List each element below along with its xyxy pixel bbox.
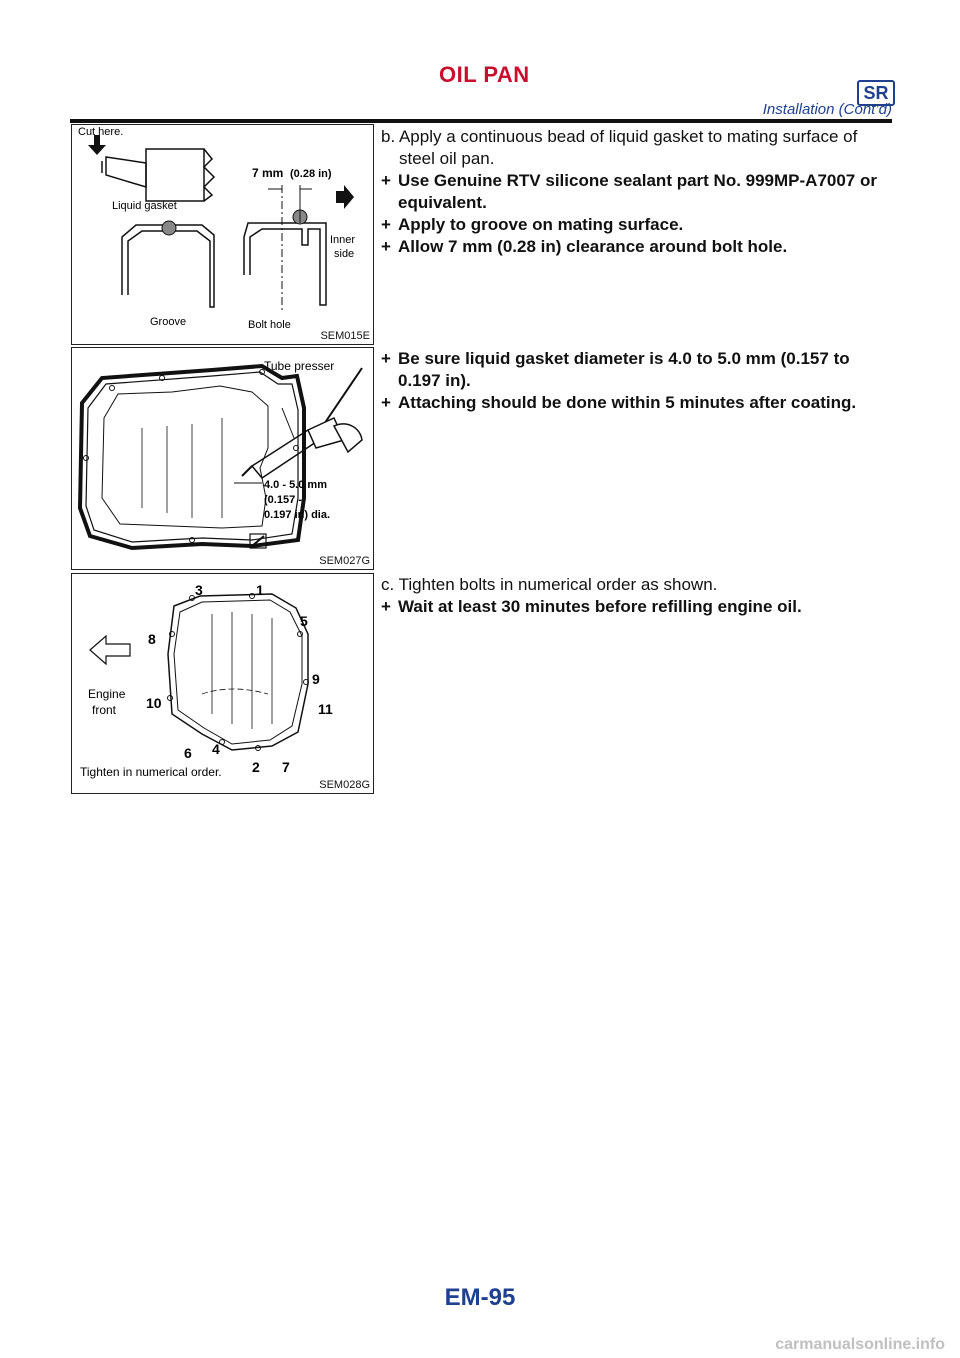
bolt-number-8: 8 <box>148 631 156 647</box>
bolt-number-6: 6 <box>184 745 192 761</box>
figure-tube-presser <box>71 347 374 570</box>
figure-code: SEM028G <box>319 779 370 791</box>
step-c: c. Tighten bolts in numerical order as shown. <box>381 575 718 594</box>
bullet-item <box>381 596 893 618</box>
label-dimension: 7 mm <box>252 166 284 180</box>
bolt-number-1: 1 <box>256 582 264 598</box>
label-diameter-3: 0.197 in) dia. <box>264 509 331 521</box>
watermark: carmanualsonline.info <box>775 1336 945 1353</box>
label-diameter-2: (0.157 - <box>264 494 302 506</box>
bolt-number-10: 10 <box>146 695 162 711</box>
bullet-item <box>381 214 893 236</box>
arrow-down-icon <box>88 135 106 155</box>
bullet-mark: + <box>381 349 391 368</box>
page-subtitle: Installation (Cont’d) <box>762 101 892 118</box>
bolt-number-4: 4 <box>212 741 220 757</box>
bullet-mark: + <box>381 171 391 190</box>
arrow-right-icon <box>336 185 354 209</box>
liquid-gasket-illustration <box>72 125 373 344</box>
label-engine: Engine <box>88 687 126 701</box>
bullet-text: Apply to groove on mating surface. <box>398 215 684 234</box>
bolt-number-11: 11 <box>318 701 333 717</box>
bullet-mark: + <box>381 215 391 234</box>
label-groove: Groove <box>150 316 187 328</box>
label-dimension-in: (0.28 in) <box>290 168 332 180</box>
label-diameter-1: 4.0 - 5.0 mm <box>264 479 327 491</box>
bullet-item <box>381 170 893 214</box>
bullet-text: Allow 7 mm (0.28 in) clearance around bolt hole. <box>398 237 788 256</box>
bolt-number-2: 2 <box>252 759 260 775</box>
bolt-number-7: 7 <box>282 759 290 775</box>
bolt-number-5: 5 <box>300 613 308 629</box>
bullet-text: Attaching should be done within 5 minutes after coating. <box>398 393 857 412</box>
bolt-order-illustration <box>72 574 373 793</box>
bullet-item <box>381 348 893 392</box>
arrow-left-icon <box>90 636 130 664</box>
label-tighten: Tighten in numerical order. <box>80 765 222 779</box>
bullet-mark: + <box>381 237 391 256</box>
page-title: OIL PAN <box>439 62 530 87</box>
bullet-text: Use Genuine RTV silicone sealant part No. 999MP-A7007 or equivalent. <box>398 171 877 212</box>
bolt-number-3: 3 <box>195 582 203 598</box>
instructions-apply-gasket <box>381 126 893 258</box>
bolt-number-9: 9 <box>312 671 320 687</box>
bullet-text: Wait at least 30 minutes before refilling engine oil. <box>398 597 802 616</box>
bullet-text: Be sure liquid gasket diameter is 4.0 to 5.0 mm (0.157 to 0.197 in). <box>398 349 850 390</box>
step-b: b. Apply a continuous bead of liquid gasket to mating surface of steel oil pan. <box>381 127 858 168</box>
figure-tightening-order <box>71 573 374 794</box>
instructions-tighten <box>381 574 893 618</box>
label-bolt-hole: Bolt hole <box>248 319 291 331</box>
bullet-mark: + <box>381 393 391 412</box>
label-liquid-gasket: Liquid gasket <box>112 200 177 212</box>
page-number: EM-95 <box>444 1284 516 1311</box>
label-inner: Inner <box>330 234 356 246</box>
header-rule <box>70 119 892 123</box>
figure-code: SEM027G <box>319 555 370 567</box>
figure-code: SEM015E <box>320 330 370 342</box>
label-tube-presser: Tube presser <box>264 359 335 373</box>
instructions-diameter <box>381 348 893 414</box>
bullet-item <box>381 236 893 258</box>
bullet-item <box>381 392 893 414</box>
bullet-mark: + <box>381 597 391 616</box>
section-badge: SR <box>857 80 895 106</box>
label-cut-here: Cut here. <box>78 126 124 138</box>
figure-liquid-gasket <box>71 124 374 345</box>
label-side: side <box>334 248 355 260</box>
oil-pan-gasket-illustration <box>72 348 373 569</box>
label-front: front <box>92 703 117 717</box>
